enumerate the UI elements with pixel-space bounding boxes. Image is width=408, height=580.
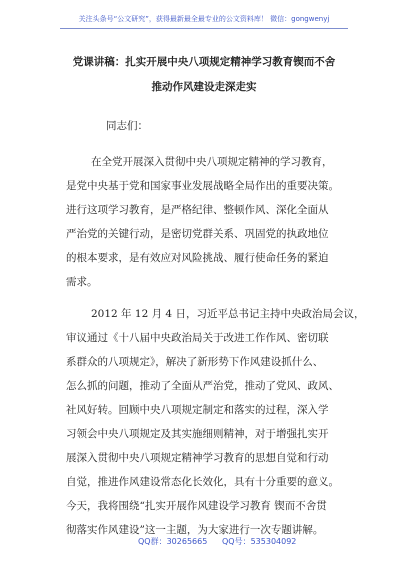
salutation: 同志们：	[106, 120, 148, 132]
paragraph-line: 2012 年 12 月 4 日，习近平总书记主持中央政治局会议，	[91, 308, 365, 320]
document-title-line-2: 推动作风建设走深走实	[151, 81, 257, 93]
paragraph-line: 的根本要求，是有效应对风险挑战、履行使命任务的紧迫	[66, 252, 329, 264]
paragraph-line: 是党中央基于党和国家事业发展战略全局作出的重要决策。	[66, 180, 339, 192]
paragraph-line: 展深入贯彻中央八项规定精神学习教育的思想自觉和行动	[66, 452, 329, 464]
paragraph-line: 进行这项学习教育，是严格纪律、整顿作风、深化全面从	[66, 204, 329, 216]
paragraph-line: 自觉，推进作风建设常态化长效化，具有十分重要的意义。	[66, 476, 339, 488]
paragraph-line: 习领会中央八项规定及其实施细则精神，对于增强扎实开	[66, 428, 329, 440]
paragraph-line: 严治党的关键行动，是密切党群关系、巩固党的执政地位	[66, 228, 329, 240]
paragraph-line: 需求。	[66, 276, 98, 288]
paragraph-line: 社风好转。回顾中央八项规定制定和落实的过程，深入学	[66, 404, 329, 416]
header-banner: 关注头条号“公文研究”，获得最新最全最专业的公文资料库！ 微信：gongwenyj	[78, 15, 330, 23]
document-title-line-1: 党课讲稿：扎实开展中央八项规定精神学习教育锲而不舍	[72, 56, 336, 68]
header-divider	[60, 28, 348, 29]
footer-qq-group: QQ群：30265665	[138, 537, 208, 546]
paragraph-line: 在全党开展深入贯彻中央八项规定精神的学习教育，	[91, 156, 333, 168]
paragraph-line: 怎么抓的问题，推动了全面从严治党，推动了党风、政风、	[66, 380, 339, 392]
paragraph-line: 审议通过《十八届中央政治局关于改进工作作风、密切联	[66, 332, 329, 344]
paragraph-line: 系群众的八项规定》，解决了新形势下作风建设抓什么、	[66, 356, 324, 368]
footer-qq-number: QQ号：535304092	[222, 537, 297, 546]
paragraph-line: 今天，我将围绕“扎实开展作风建设学习教育 锲而不舍贯	[66, 500, 327, 512]
paragraph-line: 彻落实作风建设”这一主题，为大家进行一次专题讲解。	[66, 524, 324, 536]
